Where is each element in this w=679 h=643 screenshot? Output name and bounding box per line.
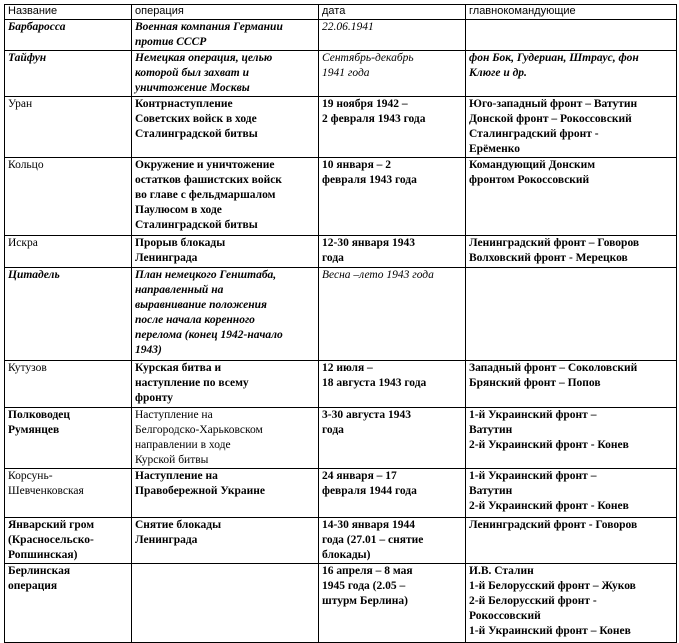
cell-text-line: 1-й Белорусский фронт – Жуков [469,580,636,592]
cell-text-line: Ватутин [469,485,513,497]
cell-text-line: 16 апреля – 8 мая [322,565,413,577]
cell-operation [132,51,319,97]
cell-text-line: Волховский фронт - Мерецков [469,252,628,264]
cell-text-line: Паулюсом в ходе [135,204,222,216]
cell-text-line: 1-й Украинский фронт – Конев [469,625,631,637]
table-row [5,361,677,408]
cell-text-line: Полководец [8,409,71,421]
cell-text-line: Шевченковская [8,485,84,497]
cell-text-line: наступление по всему [135,377,249,389]
cell-text-line: перелома (конец 1942-начало [135,329,283,341]
cell-text-line: Сталинградской битвы [135,128,258,140]
cell-text-line: Курской битвы [135,454,209,466]
cell-text-line: блокады) [322,549,371,561]
cell-name [5,158,132,236]
cell-text-line: 1943) [135,344,162,356]
cell-date [319,361,466,408]
table-row [5,518,677,564]
cell-text-line: Ленинграда [135,252,198,264]
cell-date [319,51,466,97]
header-commanders: главнокомандующие [466,5,677,20]
cell-name [5,97,132,158]
cell-text-line: уничтожение Москвы [135,82,250,94]
cell-text-line: Снятие блокады [135,519,222,531]
cell-text-line: против СССР [135,36,207,48]
cell-text-line: Кольцо [8,159,44,171]
cell-text-line: 18 августа 1943 года [322,377,427,389]
header-row [5,5,677,20]
cell-text-line: Корсунь- [8,470,53,482]
cell-text-line: фронтом Рокоссовский [469,174,590,186]
cell-text-line: Весна –лето 1943 года [322,269,434,281]
cell-text-line: (Красносельско- [8,534,94,546]
cell-text-line: Искра [8,237,38,249]
cell-operation [132,564,319,643]
cell-text-line: 1941 года [322,67,370,79]
cell-text-line: Командующий Донским [469,159,596,171]
table-row [5,20,677,51]
cell-name [5,518,132,564]
cell-name [5,564,132,643]
cell-name [5,51,132,97]
cell-text-line: 2 февраля 1943 года [322,113,426,125]
cell-text-line: Январский гром [8,519,95,531]
table-row [5,51,677,97]
cell-date [319,518,466,564]
cell-text-line: фон Бок, Гудериан, Штраус, фон [469,52,639,64]
cell-operation [132,268,319,361]
cell-text-line: штурм Берлина) [322,595,408,607]
cell-text-line: выравнивание положения [135,299,267,311]
cell-commanders [466,51,677,97]
cell-text-line: направлении в ходе [135,439,231,451]
cell-operation [132,158,319,236]
cell-name [5,408,132,469]
cell-date [319,236,466,268]
cell-commanders [466,361,677,408]
cell-date [319,268,466,361]
table-row [5,236,677,268]
cell-text-line: фронту [135,392,173,404]
table-row [5,408,677,469]
cell-text-line: операция [8,580,58,592]
cell-text-line: Ленинграда [135,534,198,546]
cell-text-line: Ватутин [469,424,513,436]
table-row [5,158,677,236]
cell-text-line: Берлинская [8,565,71,577]
cell-date [319,20,466,51]
cell-text-line: Прорыв блокады [135,237,226,249]
cell-text-line: направленный на [135,284,224,296]
cell-text-line: Уран [8,98,33,110]
cell-text-line: после начала коренного [135,314,255,326]
table-row [5,268,677,361]
cell-text-line: Контрнаступление [135,98,233,110]
cell-text-line: 1-й Украинский фронт – [469,470,597,482]
cell-commanders [466,408,677,469]
cell-text-line: 19 ноября 1942 – [322,98,408,110]
cell-text-line: Ленинградский фронт - Говоров [469,519,638,531]
cell-text-line: 10 января – 2 [322,159,392,171]
cell-commanders [466,20,677,51]
header-date: дата [319,5,466,20]
cell-name [5,469,132,518]
cell-operation [132,236,319,268]
cell-text-line: Правобережной Украине [135,485,266,497]
cell-text-line: 14-30 января 1944 [322,519,416,531]
cell-text-line: Наступление на [135,470,218,482]
cell-text-line: которой был захват и [135,67,249,79]
cell-name [5,361,132,408]
cell-text-line: Ерёменко [469,143,520,155]
cell-text-line: 12-30 января 1943 [322,237,416,249]
cell-date [319,408,466,469]
cell-text-line: Окружение и уничтожение [135,159,275,171]
cell-text-line: Курская битва и [135,362,222,374]
cell-text-line: Ленинградский фронт – Говоров [469,237,640,249]
cell-operation [132,97,319,158]
table-row [5,97,677,158]
cell-text-line: года [322,252,344,264]
cell-text-line: Румянцев [8,424,60,436]
cell-text-line: года (27.01 – снятие [322,534,424,546]
cell-text-line: февраля 1943 года [322,174,417,186]
table-row [5,469,677,518]
cell-text-line: Брянский фронт – Попов [469,377,601,389]
cell-date [319,469,466,518]
cell-text-line: 24 января – 17 [322,470,397,482]
cell-text-line: Сентябрь-декабрь [322,52,414,64]
cell-text-line: во главе с фельдмаршалом [135,189,276,201]
cell-date [319,564,466,643]
cell-text-line: февраля 1944 года [322,485,417,497]
cell-text-line: Рокоссовский [469,610,541,622]
cell-text-line: года [322,424,344,436]
cell-date [319,97,466,158]
cell-text-line: Западный фронт – Соколовский [469,362,638,374]
cell-operation [132,518,319,564]
header-name: Название [5,5,132,20]
cell-text-line: Советских войск в ходе [135,113,257,125]
cell-text-line: Кутузов [8,362,47,374]
cell-operation [132,20,319,51]
cell-text-line: Донской фронт – Рокоссовский [469,113,632,125]
cell-text-line: План немецкого Генштаба, [135,269,277,281]
cell-text-line: Ропшинская) [8,549,78,561]
operations-table [4,4,677,643]
cell-name [5,20,132,51]
cell-text-line: Барбаросса [8,21,66,33]
cell-text-line: Сталинградский фронт - [469,128,599,140]
cell-commanders [466,236,677,268]
cell-text-line: 2-й Белорусский фронт - [469,595,597,607]
cell-commanders [466,518,677,564]
cell-commanders [466,268,677,361]
cell-text-line: Тайфун [8,52,47,64]
cell-text-line: Немецкая операция, целью [135,52,273,64]
cell-operation [132,469,319,518]
cell-text-line: Цитадель [8,269,60,281]
cell-text-line: 2-й Украинский фронт - Конев [469,439,629,451]
table-row [5,564,677,643]
cell-text-line: Сталинградской битвы [135,219,258,231]
cell-text-line: 1-й Украинский фронт – [469,409,597,421]
header-operation: операция [132,5,319,20]
cell-text-line: остатков фашистских войск [135,174,282,186]
cell-text-line: Клюге и др. [469,67,527,79]
cell-commanders [466,469,677,518]
cell-text-line: Юго-западный фронт – Ватутин [469,98,638,110]
cell-text-line: 3-30 августа 1943 [322,409,412,421]
cell-name [5,236,132,268]
cell-text-line: Наступление на [135,409,213,421]
cell-text-line: 1945 года (2.05 – [322,580,406,592]
cell-text-line: 2-й Украинский фронт - Конев [469,500,629,512]
cell-text-line: Военная компания Германии [135,21,283,33]
cell-text-line: 22.06.1941 [322,21,374,33]
cell-commanders [466,564,677,643]
cell-commanders [466,97,677,158]
cell-name [5,268,132,361]
cell-text-line: Белгородско-Харьковском [135,424,263,436]
cell-date [319,158,466,236]
cell-operation [132,361,319,408]
cell-operation [132,408,319,469]
cell-text-line: И.В. Сталин [469,565,534,577]
cell-commanders [466,158,677,236]
cell-text-line: 12 июля – [322,362,373,374]
